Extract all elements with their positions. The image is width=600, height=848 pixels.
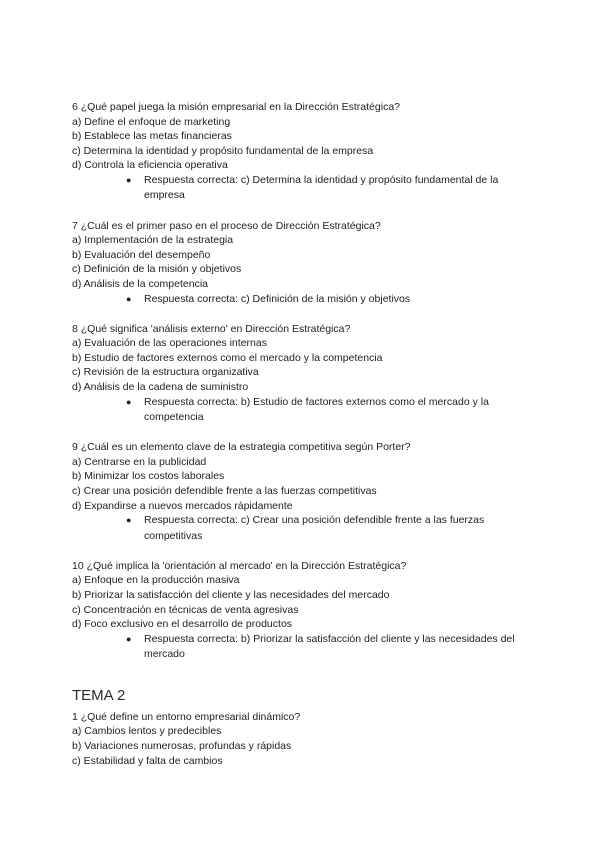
answer-text: Respuesta correcta: b) Priorizar la satisfacción del cliente y las necesidades del mercado xyxy=(144,632,515,661)
option-a: a) Evaluación de las operaciones internas xyxy=(72,337,267,350)
question-block-9 xyxy=(72,440,532,544)
answer-text: Respuesta correcta: c) Determina la identidad y propósito fundamental de la empresa xyxy=(144,173,499,202)
option-c: c) Estabilidad y falta de cambios xyxy=(72,754,223,767)
option-b: b) Priorizar la satisfacción del cliente y las necesidades del mercado xyxy=(72,588,390,601)
option-d: d) Controla la eficiencia operativa xyxy=(72,159,228,172)
option-a: a) Cambios lentos y predecibles xyxy=(72,725,222,738)
option-a: a) Implementación de la estrategia xyxy=(72,234,234,247)
bullet-icon: ● xyxy=(126,515,132,526)
option-c: c) Revisión de la estructura organizativa xyxy=(72,366,259,379)
question-block-7 xyxy=(72,219,532,307)
question-text: 1 ¿Qué define un entorno empresarial dinámico? xyxy=(72,710,301,723)
option-b: b) Evaluación del desempeño xyxy=(72,248,211,261)
option-b: b) Establece las metas financieras xyxy=(72,130,232,143)
option-b: b) Variaciones numerosas, profundas y rápidas xyxy=(72,739,292,752)
answer-item xyxy=(72,513,532,544)
question-block-tema2-1 xyxy=(72,710,532,768)
option-b: b) Minimizar los costos laborales xyxy=(72,470,225,483)
question-block-10 xyxy=(72,559,532,663)
answer-text: Respuesta correcta: c) Crear una posición defendible frente a las fuerzas competitivas xyxy=(144,514,485,542)
question-text: 9 ¿Cuál es un elemento clave de la estrategia competitiva según Porter? xyxy=(72,441,411,454)
bullet-icon: ● xyxy=(126,633,132,644)
option-d: d) Foco exclusivo en el desarrollo de productos xyxy=(72,618,293,631)
document-page xyxy=(72,100,532,783)
answer-item xyxy=(72,395,532,426)
answer-text: Respuesta correcta: c) Definición de la misión y objetivos xyxy=(144,292,411,305)
option-d: d) Análisis de la competencia xyxy=(72,277,208,290)
question-block-8 xyxy=(72,322,532,426)
question-text: 7 ¿Cuál es el primer paso en el proceso de Dirección Estratégica? xyxy=(72,219,381,232)
option-c: c) Definición de la misión y objetivos xyxy=(72,263,242,276)
answer-item xyxy=(72,173,532,204)
question-text: 6 ¿Qué papel juega la misión empresarial en la Dirección Estratégica? xyxy=(72,101,401,113)
answer-text: Respuesta correcta: b) Estudio de factores externos como el mercado y la competencia xyxy=(144,395,489,424)
bullet-icon: ● xyxy=(126,293,132,304)
option-d: d) Análisis de la cadena de suministro xyxy=(72,381,249,393)
answer-item xyxy=(72,632,532,663)
option-c: c) Determina la identidad y propósito fundamental de la empresa xyxy=(72,144,374,157)
option-a: a) Enfoque en la producción masiva xyxy=(72,574,240,587)
bullet-icon: ● xyxy=(126,396,132,407)
answer-item xyxy=(72,292,532,308)
option-c: c) Crear una posición defendible frente a las fuerzas competitivas xyxy=(72,484,377,497)
option-a: a) Centrarse en la publicidad xyxy=(72,455,207,468)
question-text: 8 ¿Qué significa 'análisis externo' en Dirección Estratégica? xyxy=(72,322,351,335)
option-c: c) Concentración en técnicas de venta agresivas xyxy=(72,603,299,616)
bullet-icon: ● xyxy=(126,174,132,185)
section-heading: TEMA 2 xyxy=(72,686,126,704)
option-d: d) Expandirse a nuevos mercados rápidamente xyxy=(72,499,293,512)
option-a: a) Define el enfoque de marketing xyxy=(72,115,231,128)
option-b: b) Estudio de factores externos como el mercado y la competencia xyxy=(72,351,383,364)
question-text: 10 ¿Qué implica la 'orientación al mercado' en la Dirección Estratégica? xyxy=(72,559,407,572)
question-block-6 xyxy=(72,100,532,204)
